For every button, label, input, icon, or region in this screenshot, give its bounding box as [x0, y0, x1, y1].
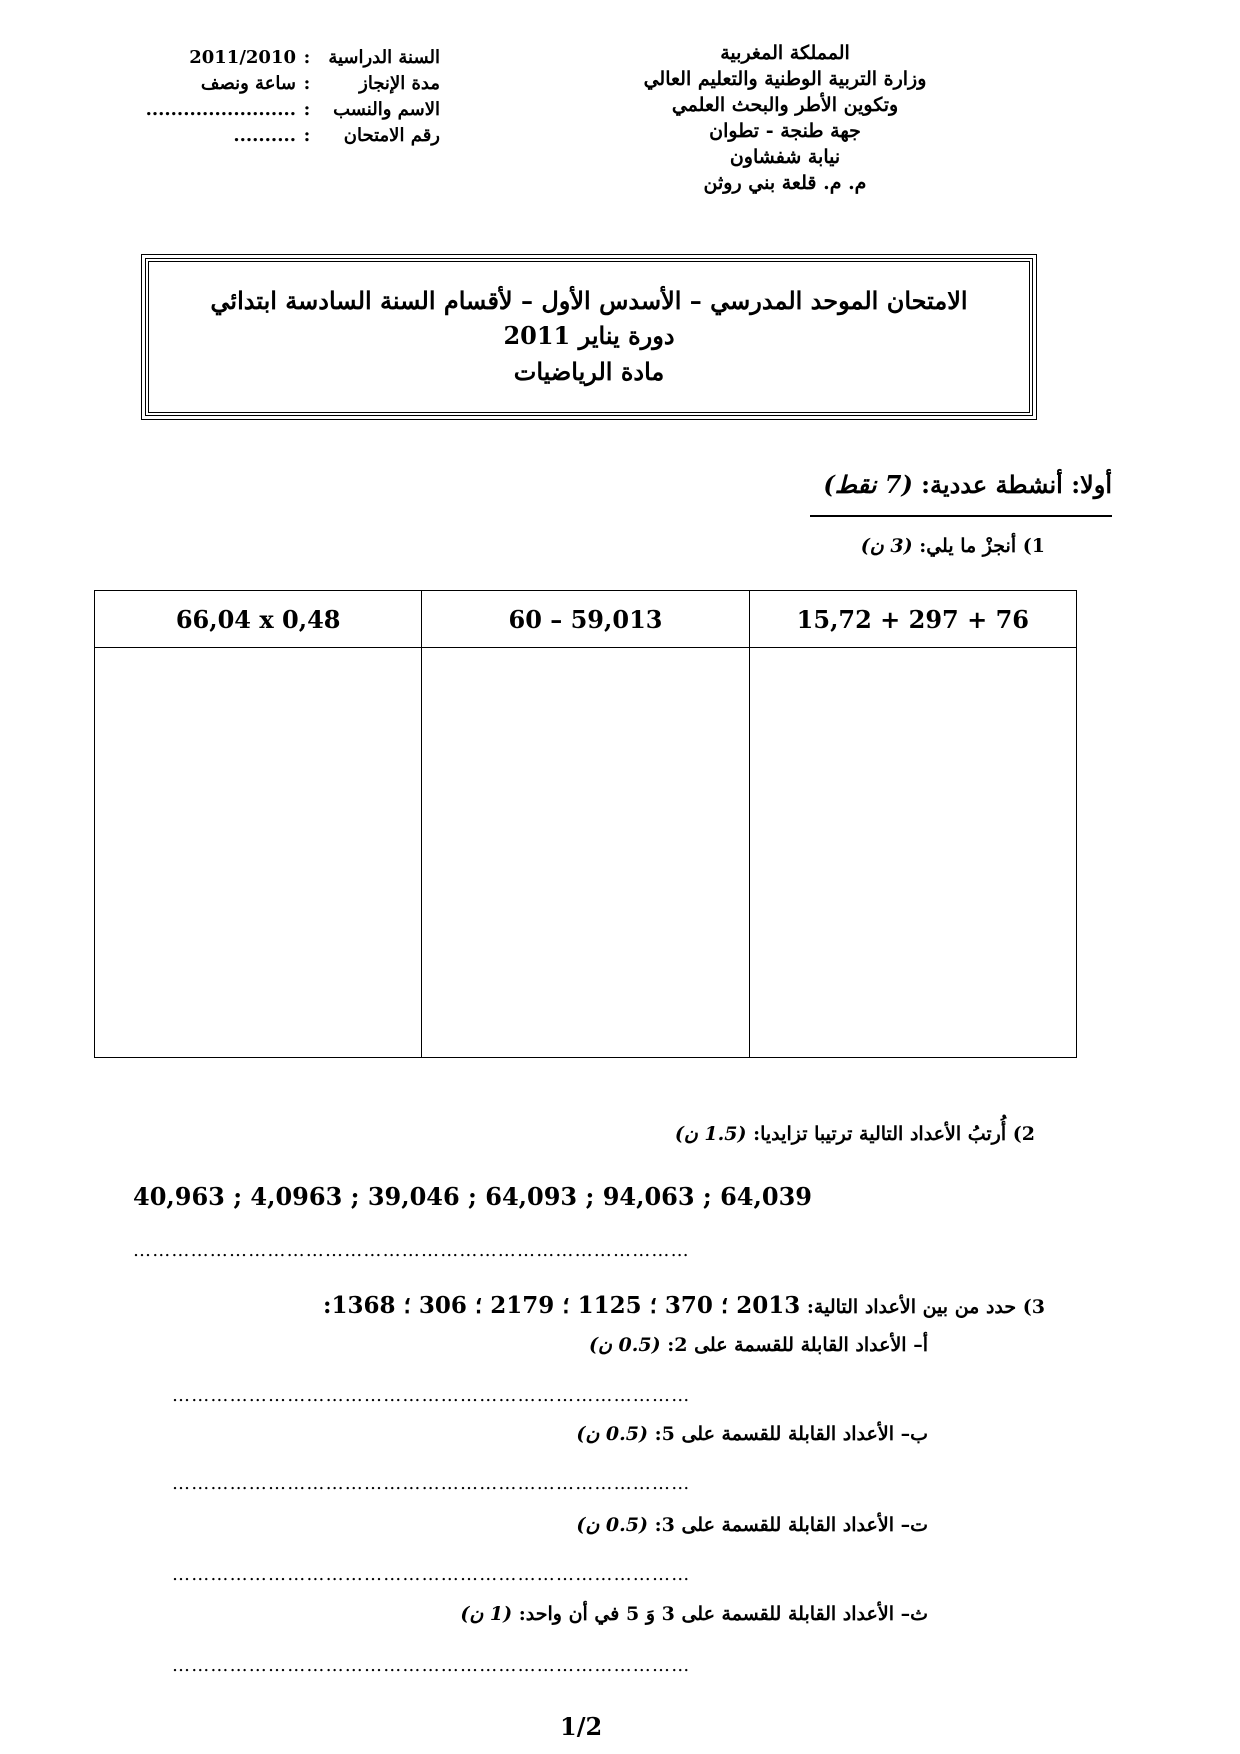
part-letter: ت–	[900, 1514, 928, 1536]
question-text: حدد من بين الأعداد التالية:	[806, 1296, 1017, 1318]
answer-area[interactable]	[422, 648, 749, 1058]
exam-title: الامتحان الموحد المدرسي – الأسدس الأول – لأقسام السنة السادسة ابتدائي	[210, 286, 968, 315]
table-header-row	[95, 591, 1077, 648]
part-text: الأعداد القابلة للقسمة على 3:	[654, 1514, 894, 1536]
section-heading	[823, 470, 1112, 499]
numbers-list: 40,963 ; 4,0963 ; 39,046 ; 64,093 ; 94,063 ; 64,039	[133, 1182, 812, 1211]
exam-info	[100, 44, 440, 148]
answer-line[interactable]: ……………………………………………………………………………	[133, 1240, 690, 1261]
question-number: 3)	[1022, 1296, 1045, 1318]
info-colon: :	[303, 72, 311, 94]
info-row	[100, 96, 440, 122]
exam-number-field[interactable]: ..........	[233, 124, 296, 146]
institution-line: جهة طنجة - تطوان	[709, 120, 861, 142]
page-number: 1/2	[560, 1712, 603, 1741]
question-number: 1)	[1022, 535, 1045, 557]
question-1	[861, 535, 1045, 557]
info-colon: :	[303, 98, 311, 120]
operation-cell: 66,04 x 0,48	[95, 591, 422, 648]
name-field[interactable]: ........................	[145, 98, 296, 120]
part-letter: ث–	[900, 1603, 928, 1625]
info-row	[100, 70, 440, 96]
part-points: (0.5 ن)	[588, 1334, 661, 1356]
answer-line[interactable]: ………………………………………………………………………	[172, 1385, 691, 1406]
part-letter: ب–	[900, 1423, 928, 1445]
question-points: (3 ن)	[860, 535, 913, 557]
part-text: الأعداد القابلة للقسمة على 5:	[654, 1423, 894, 1445]
answer-area[interactable]	[95, 648, 422, 1058]
question-text: أُرتبُ الأعداد التالية ترتيبا تزايديا:	[753, 1123, 1007, 1145]
section-underline	[810, 515, 1112, 517]
info-value: ساعة ونصف	[200, 72, 296, 94]
question-number: 2)	[1012, 1123, 1035, 1145]
institution-line: المملكة المغربية	[720, 42, 850, 64]
question-3	[323, 1292, 1045, 1319]
info-label: مدة الإنجاز	[359, 72, 440, 94]
question-points: (1.5 ن)	[674, 1123, 747, 1145]
exam-subject: مادة الرياضيات	[513, 357, 665, 386]
part-letter: أ–	[913, 1334, 928, 1356]
question-2	[675, 1123, 1035, 1145]
info-label: الاسم والنسب	[333, 98, 440, 120]
institution-line: م. م. قلعة بني روثن	[703, 172, 867, 194]
question-numbers: 2013 ؛ 370 ؛ 1125 ؛ 2179 ؛ 306 ؛ 1368:	[323, 1292, 801, 1319]
info-value: 2011/2010	[189, 46, 296, 68]
operations-table	[94, 590, 1077, 1058]
part-text: الأعداد القابلة للقسمة على 2:	[667, 1334, 907, 1356]
question-part-b	[576, 1423, 928, 1445]
institution-header	[575, 40, 995, 196]
answer-line[interactable]: ………………………………………………………………………	[172, 1473, 691, 1494]
answer-line[interactable]: ………………………………………………………………………	[172, 1655, 691, 1676]
operation-cell: 15,72 + 297 + 76	[749, 591, 1076, 648]
answer-row	[95, 648, 1077, 1058]
exam-session: دورة يناير 2011	[503, 321, 675, 350]
section-title: أولا: أنشطة عددية:	[921, 470, 1112, 499]
section-points: (7 نقط)	[823, 470, 913, 499]
answer-area[interactable]	[749, 648, 1076, 1058]
info-colon: :	[303, 124, 311, 146]
question-text: أنجزْ ما يلي:	[919, 535, 1017, 557]
part-points: (0.5 ن)	[576, 1514, 648, 1536]
operation-cell: 60 – 59,013	[422, 591, 749, 648]
info-colon: :	[303, 46, 311, 68]
info-label: رقم الامتحان	[343, 124, 440, 146]
part-points: (0.5 ن)	[576, 1423, 648, 1445]
question-part-c	[576, 1514, 928, 1536]
institution-line: وتكوين الأطر والبحث العلمي	[671, 94, 899, 116]
title-box	[145, 258, 1033, 416]
part-points: (1 ن)	[460, 1603, 513, 1625]
question-part-a	[589, 1334, 928, 1356]
institution-line: نيابة شفشاون	[729, 146, 841, 168]
info-row	[100, 44, 440, 70]
info-label: السنة الدراسية	[328, 46, 440, 68]
part-text: الأعداد القابلة للقسمة على 3 وَ 5 في أن واحد:	[518, 1603, 894, 1625]
institution-line: وزارة التربية الوطنية والتعليم العالي	[643, 68, 927, 90]
question-part-d	[460, 1603, 928, 1625]
info-row	[100, 122, 440, 148]
answer-line[interactable]: ………………………………………………………………………	[172, 1564, 691, 1585]
